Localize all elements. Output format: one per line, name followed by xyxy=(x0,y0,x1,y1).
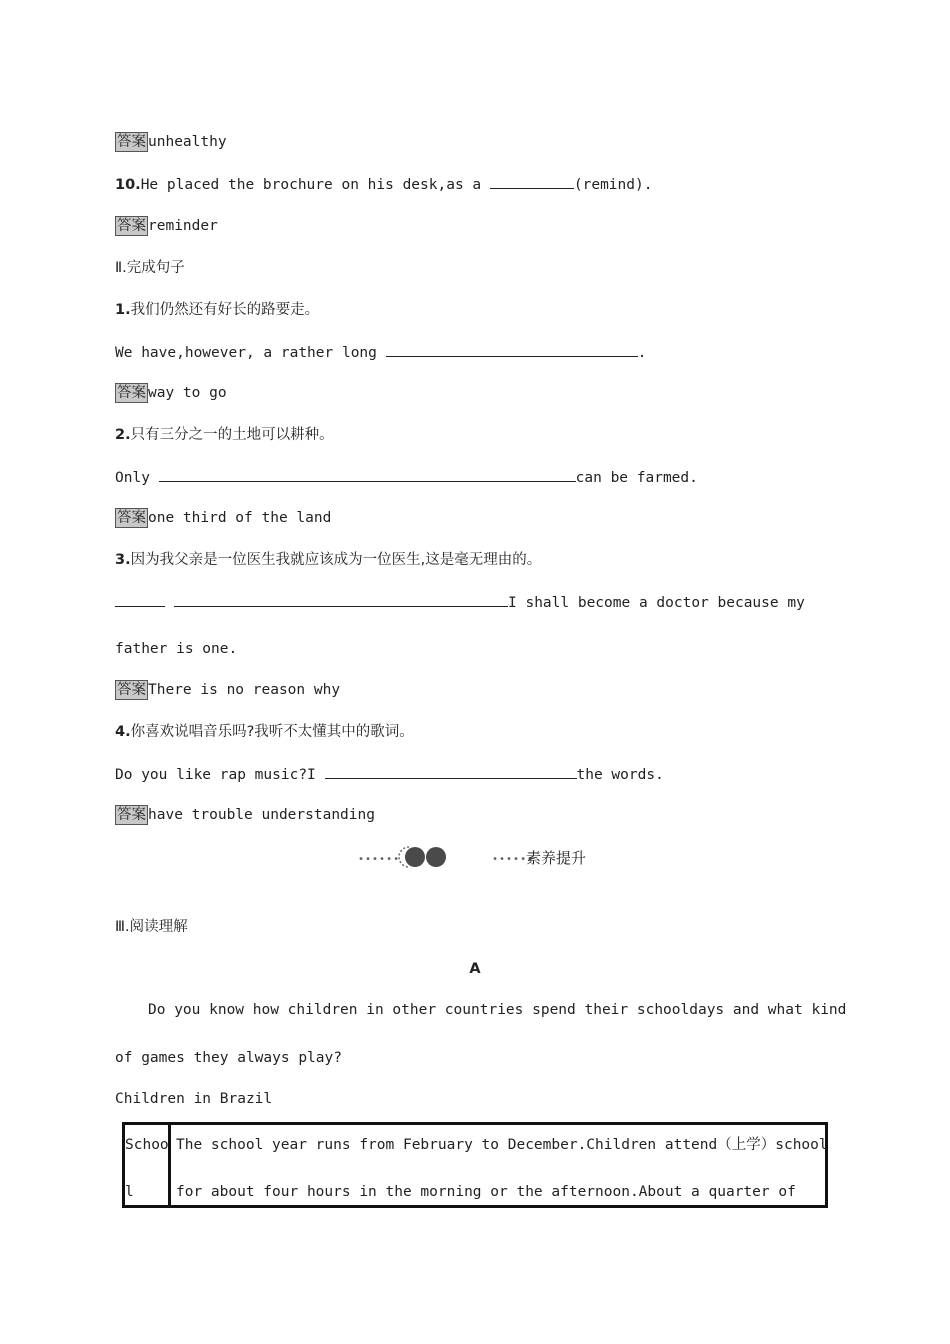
table-label-cell xyxy=(125,1125,171,1205)
answer-line-s1 xyxy=(115,383,227,403)
passage-intro-line-1: Do you know how children in other countries spend their schooldays and what kind xyxy=(148,1002,847,1018)
sentence-3-english xyxy=(115,592,805,613)
answer-line-10 xyxy=(115,216,218,236)
sentence-text: Do you like rap music?I xyxy=(115,767,325,783)
dots-decoration: •••••• xyxy=(492,854,535,865)
answer-tag: 答案 xyxy=(117,682,146,698)
sentence-chinese: 你喜欢说唱音乐吗?我听不太懂其中的歌词。 xyxy=(130,724,414,740)
dots-decoration: •••••• xyxy=(358,854,401,865)
answer-text: unhealthy xyxy=(148,134,227,150)
passage-heading: Children in Brazil xyxy=(115,1091,273,1107)
section-divider-banner xyxy=(356,842,596,872)
answer-tag: 答案 xyxy=(117,510,146,526)
sentence-number: 3. xyxy=(115,552,131,568)
table-content-line-1: The school year runs from February to December.Children attend（上学）school xyxy=(176,1137,828,1153)
section-heading-3: Ⅲ.阅读理解 xyxy=(115,919,188,935)
answer-text: have trouble understanding xyxy=(148,807,375,823)
answer-line-s2 xyxy=(115,508,331,528)
question-text: He placed the brochure on his desk,as a xyxy=(140,177,490,193)
sentence-text: I shall become a doctor because my xyxy=(508,595,805,611)
sentence-end: can be farmed. xyxy=(575,470,698,486)
question-hint: (remind). xyxy=(573,177,653,193)
sentence-end: . xyxy=(637,345,647,361)
info-table xyxy=(122,1122,828,1208)
sentence-chinese: 我们仍然还有好长的路要走。 xyxy=(130,302,320,318)
answer-line-9 xyxy=(115,132,227,152)
fill-blank[interactable] xyxy=(386,342,638,357)
answer-line-s3 xyxy=(115,680,340,700)
sentence-number: 1. xyxy=(115,302,131,318)
answer-line-s4 xyxy=(115,805,375,825)
table-content-cell xyxy=(171,1125,828,1205)
fill-blank[interactable] xyxy=(159,467,576,482)
sentence-number: 4. xyxy=(115,724,131,740)
answer-text: one third of the land xyxy=(148,510,332,526)
sentence-4-prompt xyxy=(115,722,414,742)
table-label-line-1: Schoo xyxy=(125,1137,169,1153)
answer-tag: 答案 xyxy=(117,218,146,234)
answer-text: reminder xyxy=(148,218,218,234)
answer-tag: 答案 xyxy=(117,134,146,150)
fill-blank[interactable] xyxy=(325,764,577,779)
question-10 xyxy=(115,174,652,195)
question-number: 10. xyxy=(115,177,141,193)
sentence-2-prompt xyxy=(115,425,334,445)
sentence-1-prompt xyxy=(115,300,319,320)
sentence-3-prompt xyxy=(115,550,541,570)
passage-letter: A xyxy=(469,961,481,977)
sentence-2-english xyxy=(115,467,698,488)
sentence-chinese: 只有三分之一的土地可以耕种。 xyxy=(130,427,334,443)
answer-text: way to go xyxy=(148,385,227,401)
fill-blank[interactable] xyxy=(115,592,165,607)
fill-blank[interactable] xyxy=(174,592,508,607)
sentence-end: the words. xyxy=(576,767,664,783)
circle-icon xyxy=(405,847,425,867)
sentence-number: 2. xyxy=(115,427,131,443)
answer-text: There is no reason why xyxy=(148,682,341,698)
divider-label: 素养提升 xyxy=(526,849,587,867)
section-heading-2: Ⅱ.完成句子 xyxy=(115,260,185,276)
fill-blank[interactable] xyxy=(490,174,574,189)
passage-intro-line-2: of games they always play? xyxy=(115,1050,342,1066)
sentence-text: We have,however, a rather long xyxy=(115,345,386,361)
sentence-1-english xyxy=(115,342,646,363)
table-label-line-2: l xyxy=(125,1184,134,1200)
table-content-line-2: for about four hours in the morning or the afternoon.About a quarter of xyxy=(176,1184,796,1200)
sentence-chinese: 因为我父亲是一位医生我就应该成为一位医生,这是毫无理由的。 xyxy=(130,552,542,568)
sentence-4-english xyxy=(115,764,664,785)
answer-tag: 答案 xyxy=(117,807,146,823)
sentence-text: Only xyxy=(115,470,159,486)
sentence-3-english-cont: father is one. xyxy=(115,641,238,657)
answer-tag: 答案 xyxy=(117,385,146,401)
circle-icon xyxy=(426,847,446,867)
